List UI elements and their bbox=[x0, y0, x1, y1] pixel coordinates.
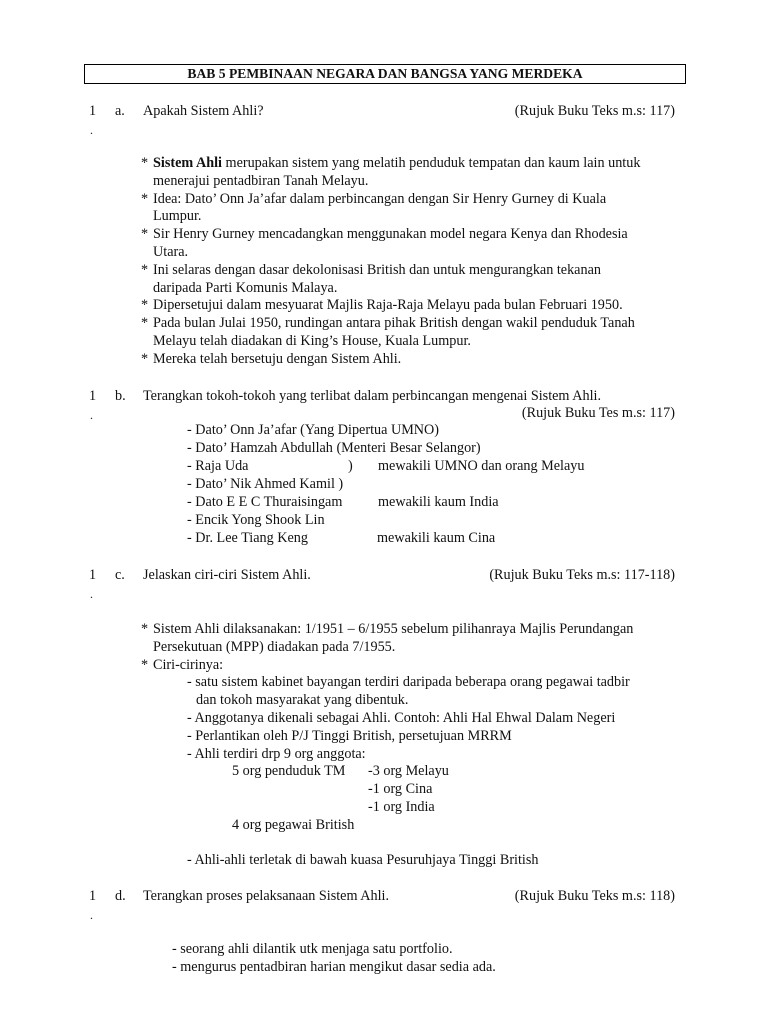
question-number: 1 bbox=[89, 103, 97, 119]
answer-1b bbox=[0, 422, 768, 548]
stray-dot: . bbox=[90, 908, 93, 922]
stray-dot: . bbox=[90, 587, 93, 601]
answer-1c: * Sistem Ahli dilaksanakan: 1/1951 – 6/1955 sebelum pilihanraya Majlis Perundangan Persekutuan (MPP) diadakan pada 7/1955. * Ciri-cirinya: - satu sistem kabinet bayangan terdiri daripada beberapa orang pegawai tadbir dan tokoh masyarakat yang dibentuk. - Anggotanya dikenali sebagai Ahli. Contoh: Ahli Hal Ehwal Dalam Negeri - Perlantikan oleh P/J Tinggi British, persetujuan MRRM - Ahli terdiri drp 9 org anggota: 5 org penduduk TM -3 org Melayu -1 org Cina -1 org India 4 org pegawai British bbox=[0, 621, 768, 835]
person-item: - Dato’ Nik Ahmed Kamil ) bbox=[187, 476, 344, 492]
question-1b bbox=[0, 388, 768, 406]
textbook-reference: (Rujuk Buku Teks m.s: 117) bbox=[514, 103, 675, 119]
dash-item: - Ahli terdiri drp 9 org anggota: bbox=[187, 745, 366, 762]
question-text: Apakah Sistem Ahli? bbox=[143, 103, 264, 119]
bullet-item: * Sistem Ahli merupakan sistem yang melatih penduduk tempatan dan kaum lain untuk bbox=[141, 155, 641, 171]
question-letter: c. bbox=[115, 567, 125, 583]
bullet-item: * Sistem Ahli dilaksanakan: 1/1951 – 6/1955 sebelum pilihanraya Majlis Perundangan bbox=[141, 621, 634, 637]
member-row: 5 org penduduk TM -3 org Melayu bbox=[232, 763, 449, 780]
question-1a bbox=[0, 103, 768, 121]
person-item: - Dato’ Onn Ja’afar (Yang Dipertua UMNO) bbox=[187, 422, 440, 438]
question-text: Terangkan tokoh-tokoh yang terlibat dalam perbincangan mengenai Sistem Ahli. bbox=[143, 388, 602, 404]
question-letter: a. bbox=[115, 103, 125, 119]
question-letter: b. bbox=[115, 388, 126, 404]
person-item: - Dr. Lee Tiang Keng mewakili kaum Cina bbox=[187, 530, 496, 546]
textbook-reference: (Rujuk Buku Teks m.s: 118) bbox=[514, 888, 675, 904]
member-row: 4 org pegawai British bbox=[232, 816, 355, 833]
dash-item: - mengurus pentadbiran harian mengikut dasar sedia ada. bbox=[172, 959, 496, 975]
member-row: -1 org Cina bbox=[368, 781, 433, 798]
bullet-item: * Pada bulan Julai 1950, rundingan antara pihak British dengan wakil penduduk Tanah bbox=[141, 315, 635, 332]
bullet-item: * Mereka telah bersetuju dengan Sistem Ahli. bbox=[141, 350, 402, 367]
answer-1a: * Sistem Ahli merupakan sistem yang melatih penduduk tempatan dan kaum lain untuk menerajui pentadbiran Tanah Melayu. * Idea: Dato’ Onn Ja’afar dalam perbincangan dengan Sir Henry Gurney di Kuala Lumpur. * Sir Henry Gurney mencadangkan menggunakan model negara Kenya dan Rhodesia Utara. * Ini selaras dengan dasar dekolonisasi British dan untuk mengurangkan tekanan daripada Parti Komunis Malaya. * Dipersetujui dalam mesyuarat Majlis Raja-Raja Melayu pada bulan Februari 1950. * Pada bulan Julai 1950, rundingan antara pihak British dengan wakil penduduk Tanah Melayu telah diadakan di King’s House, Kuala Lumpur. * Mereka telah bersetuju dengan Sistem Ahli. bbox=[0, 155, 768, 369]
dash-item: - satu sistem kabinet bayangan terdiri daripada beberapa orang pegawai tadbir bbox=[187, 674, 630, 691]
bullet-item: * Ciri-cirinya: bbox=[141, 656, 224, 673]
member-row: -1 org India bbox=[368, 798, 435, 815]
bullet-item: * Idea: Dato’ Onn Ja’afar dalam perbincangan dengan Sir Henry Gurney di Kuala bbox=[141, 190, 607, 207]
question-1d bbox=[0, 888, 768, 906]
dash-item: - Anggotanya dikenali sebagai Ahli. Contoh: Ahli Hal Ehwal Dalam Negeri bbox=[187, 709, 616, 726]
question-letter: d. bbox=[115, 888, 126, 904]
stray-dot: . bbox=[90, 408, 93, 422]
person-item: - Encik Yong Shook Lin bbox=[187, 512, 325, 528]
dash-item: - Perlantikan oleh P/J Tinggi British, persetujuan MRRM bbox=[187, 727, 512, 744]
answer-1d bbox=[0, 941, 768, 977]
question-text: Terangkan proses pelaksanaan Sistem Ahli. bbox=[143, 888, 390, 904]
keyword: Sistem Ahli bbox=[153, 155, 222, 171]
question-text: Jelaskan ciri-ciri Sistem Ahli. bbox=[143, 567, 311, 583]
textbook-reference: (Rujuk Buku Teks m.s: 117-118) bbox=[489, 567, 675, 583]
question-number: 1 bbox=[89, 567, 97, 583]
bullet-item: * Dipersetujui dalam mesyuarat Majlis Raja-Raja Melayu pada bulan Februari 1950. bbox=[141, 297, 623, 314]
question-1c bbox=[0, 567, 768, 585]
question-number: 1 bbox=[89, 888, 97, 904]
chapter-title: BAB 5 PEMBINAAN NEGARA DAN BANGSA YANG MERDEKA bbox=[84, 64, 686, 84]
dash-item: - seorang ahli dilantik utk menjaga satu portfolio. bbox=[172, 941, 453, 957]
person-item: - Dato E E C Thuraisingam mewakili kaum India bbox=[187, 494, 499, 510]
textbook-reference: (Rujuk Buku Tes m.s: 117) bbox=[521, 405, 675, 421]
bullet-item: * Ini selaras dengan dasar dekolonisasi British dan untuk mengurangkan tekanan bbox=[141, 261, 601, 278]
person-item: - Dato’ Hamzah Abdullah (Menteri Besar Selangor) bbox=[187, 440, 481, 456]
bullet-item: * Sir Henry Gurney mencadangkan menggunakan model negara Kenya dan Rhodesia bbox=[141, 226, 628, 243]
dash-item: - Ahli-ahli terletak di bawah kuasa Pesuruhjaya Tinggi British bbox=[187, 852, 539, 868]
question-number: 1 bbox=[89, 388, 97, 404]
person-item: - Raja Uda ) mewakili UMNO dan orang Melayu bbox=[187, 458, 585, 474]
stray-dot: . bbox=[90, 123, 93, 137]
